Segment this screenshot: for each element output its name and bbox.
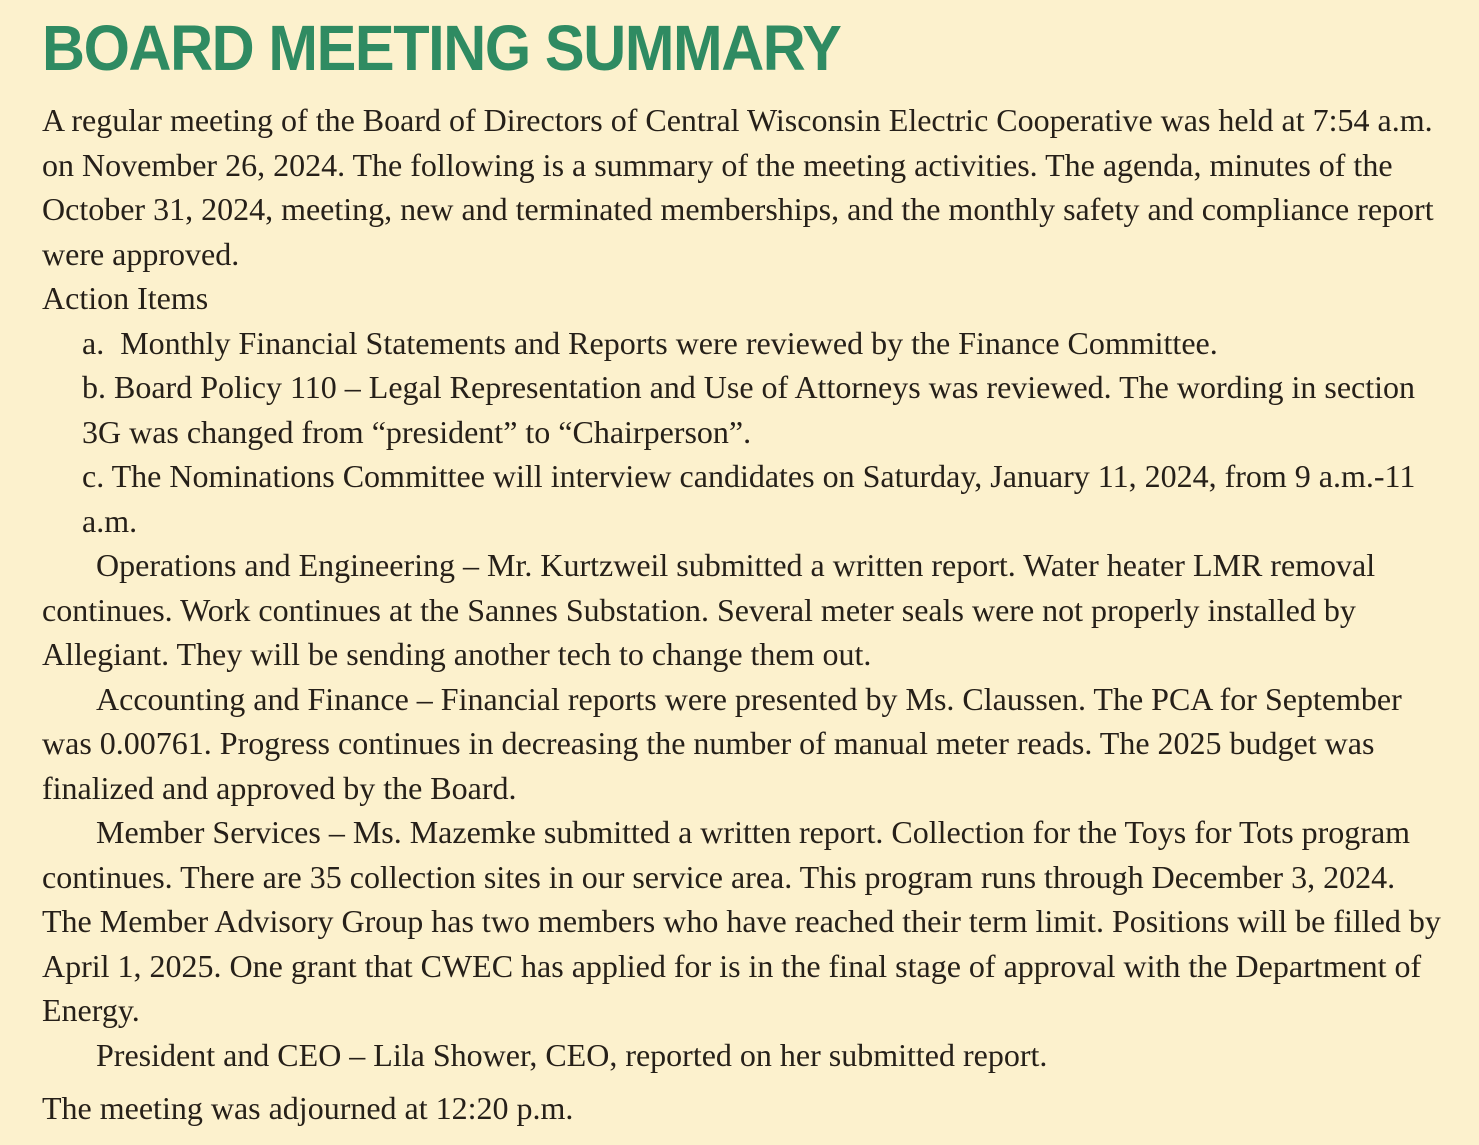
president-ceo-paragraph: President and CEO – Lila Shower, CEO, reported on her submitted report. (96, 1036, 1048, 1073)
member-services-paragraph: Member Services – Ms. Mazemke submitted a written report. Collection for the Toys for Tots program continues. There are 35 collection sites in our service area. This program runs through December 3, 2024. The Member Advisory Group has two members who have reached their term limit. Positions will be filled by April 1, 2025. One grant that CWEC has applied for is in the final stage of approval with the Department of Energy. (42, 814, 1441, 1028)
action-items-heading: Action Items (42, 280, 209, 316)
action-item-a: a. Monthly Financial Statements and Reports were reviewed by the Finance Committee. (82, 324, 1218, 361)
document-body (42, 98, 1443, 1131)
intro-paragraph: A regular meeting of the Board of Directors of Central Wisconsin Electric Cooperative was held at 7:54 a.m. on November 26, 2024. The following is a summary of the meeting activities. The agenda, minutes of the October 31, 2024, meeting, new and terminated memberships, and the monthly safety and compliance report were approved. (42, 102, 1434, 272)
action-items-list (42, 321, 1443, 544)
action-item-c: c. The Nominations Committee will interview candidates on Saturday, January 11, 2024, from 9 a.m.-11 a.m. (82, 458, 1424, 539)
accounting-finance-paragraph: Accounting and Finance – Financial reports were presented by Ms. Claussen. The PCA for September was 0.00761. Progress continues in decreasing the number of manual meter reads. The 2025 budget was finalized and approved by the Board. (42, 680, 1402, 806)
page-title: BOARD MEETING SUMMARY (42, 12, 841, 84)
operations-engineering-paragraph: Operations and Engineering – Mr. Kurtzweil submitted a written report. Water heater LMR removal continues. Work continues at the Sannes Substation. Several meter seals were not properly installed by Allegiant. They will be sending another tech to change them out. (42, 547, 1376, 672)
action-item-b: b. Board Policy 110 – Legal Representation and Use of Attorneys was reviewed. The wording in section 3G was changed from “president” to “Chairperson”. (82, 369, 1424, 450)
adjournment-line: The meeting was adjourned at 12:20 p.m. (42, 1090, 574, 1126)
